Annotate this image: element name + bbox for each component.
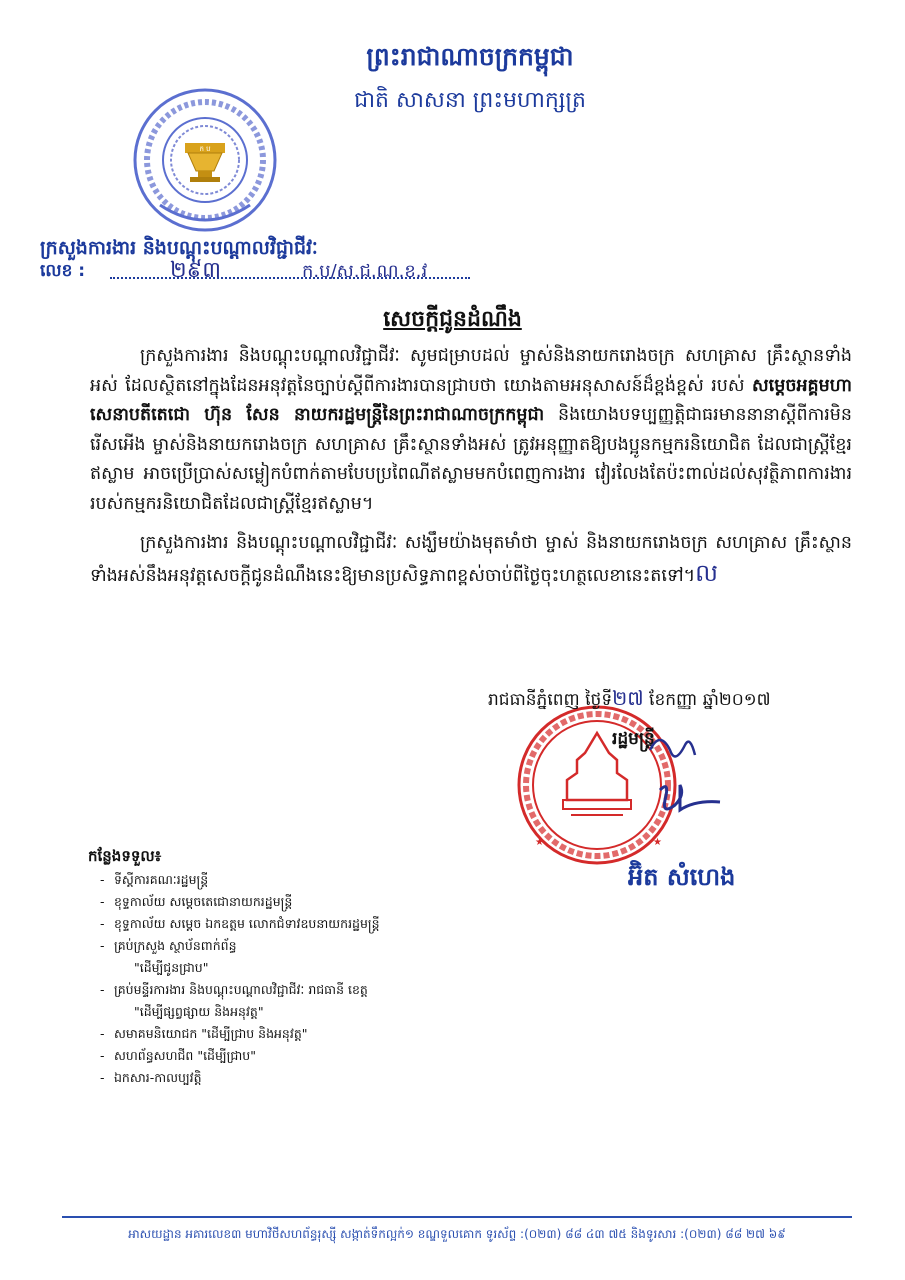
- notice-title: សេចក្តីជូនដំណឹង: [383, 307, 522, 332]
- initial-mark: ល: [695, 558, 719, 587]
- recipient-item-note: "ដើម្បីផ្សព្វផ្សាយ និងអនុវត្ត": [134, 1004, 264, 1019]
- recipient-item: - សហព័ន្ធសហជីព "ដើម្បីជ្រាប": [100, 1045, 380, 1067]
- handwritten-signature: [640, 720, 750, 830]
- ministry-logo: [130, 85, 280, 235]
- recipient-item: - សមាគមនិយោជក "ដើម្បីជ្រាប និងអនុវត្ត": [100, 1023, 380, 1045]
- signer-name: អ៊ិត សំហេង: [628, 863, 736, 891]
- recipients-title: កន្លែងទទួល៖: [88, 847, 162, 865]
- recipient-item: [100, 935, 380, 979]
- recipient-item: [100, 979, 380, 1023]
- dateline-day: ២៧: [612, 686, 644, 710]
- recipient-item: - ខុទ្ទកាល័យ សម្តេច ឯកឧត្តម លោកជំទាវឧបនាយករដ្ឋមន្ត្រី: [100, 913, 380, 935]
- reference-number: ២៩៣: [170, 258, 222, 283]
- motto-heading: ជាតិ សាសនា ព្រះមហាក្សត្រ: [354, 88, 586, 113]
- paragraph-2: [90, 529, 852, 591]
- footer-divider: [62, 1216, 852, 1218]
- ministry-name: ក្រសួងការងារ និងបណ្តុះបណ្តាលវិជ្ជាជីវៈ: [40, 237, 318, 259]
- reference-label: លេខ :: [40, 261, 86, 281]
- recipient-item-note: "ដើម្បីជូនជ្រាប": [134, 960, 209, 975]
- reference-code: ក.ប/ស.ជ.ណ.ខ.វ: [302, 261, 428, 282]
- svg-text:ក ប: ក ប: [199, 145, 211, 153]
- paragraph-2-text: ក្រសួងការងារ និងបណ្តុះបណ្តាលវិជ្ជាជីវៈ សង្ឃឹមយ៉ាងមុតមាំថា ម្ចាស់ និងនាយករោងចក្រ សហគ្រាស គ្រឹះស្ថានទាំងអស់នឹងអនុវត្តសេចក្តីជូនដំណឹងនេះឱ្យមានប្រសិទ្ធភាពខ្ពស់ចាប់ពីថ្ងៃចុះហត្ថលេខានេះតទៅ។: [90, 533, 852, 586]
- svg-text:★: ★: [535, 837, 544, 848]
- paragraph-1: [90, 342, 852, 519]
- recipient-item: - ខុទ្ទកាល័យ សម្តេចតេជោនាយករដ្ឋមន្ត្រី: [100, 891, 380, 913]
- footer-address: អាសយដ្ឋាន អគារលេខ៣ មហាវិថីសហព័ន្ធរុស្ស៊ី សង្កាត់ទឹកល្អក់១ ខណ្ឌទួលគោក ទូរស័ព្ទ :(០២៣) ៨៨ ៤៣ ៧៥ និងទូរសារ :(០២៣) ៨៨ ២៧ ៦៩: [128, 1227, 786, 1241]
- recipient-item-text: គ្រប់ក្រសួង ស្ថាប័នពាក់ព័ន្ធ: [114, 938, 237, 953]
- reference-line: [40, 260, 470, 286]
- notice-body: [90, 342, 852, 591]
- paragraph-1-end: និងយោងបទប្បញ្ញត្តិជាធរមាននានាស្តីពីការមិនរើសអើង ម្ចាស់និងនាយករោងចក្រ សហគ្រាស គ្រឹះស្ថានទាំងអស់ ត្រូវអនុញ្ញាតឱ្យបងប្អូនកម្មករនិយោជិត ដែលជាស្ត្រីខ្មែរឥស្លាម អាចប្រើប្រាស់សម្លៀកបំពាក់តាមបែបប្រពៃណីឥស្លាមមកបំពេញការងារ វៀរលែងតែប៉ះពាល់ដល់សុវត្ថិភាពការងាររបស់កម្មករនិយោជិតដែលជាស្ត្រីខ្មែរឥស្លាម។: [90, 405, 853, 514]
- paragraph-1-start: ក្រសួងការងារ និងបណ្តុះបណ្តាលវិជ្ជាជីវៈ សូមជម្រាបដល់ ម្ចាស់និងនាយករោងចក្រ សហគ្រាស គ្រឹះស្ថានទាំងអស់ ដែលស្ថិតនៅក្នុងដែនអនុវត្តនៃច្បាប់ស្តីពីការងារបានជ្រាបថា យោងតាមអនុសាសន៍ដ៏ខ្ពង់ខ្ពស់ របស់: [90, 346, 852, 396]
- svg-text:★: ★: [653, 837, 662, 848]
- dateline-suffix: ខែកញ្ញា ឆ្នាំ២០១៧: [643, 690, 771, 710]
- recipient-item: - ឯកសារ-កាលប្បវត្តិ: [100, 1067, 380, 1089]
- prime-minister-name: សម្តេចអគ្គមហាសេនាបតីតេជោ ហ៊ុន សែន នាយករដ្ឋមន្ត្រីនៃព្រះរាជាណាចក្រកម្ពុជា: [90, 375, 852, 425]
- minister-title: រដ្ឋមន្ត្រី: [612, 729, 655, 749]
- dateline: [488, 685, 771, 715]
- recipient-item-text: គ្រប់មន្ទីរការងារ និងបណ្តុះបណ្តាលវិជ្ជាជីវៈ រាជធានី ខេត្ត: [114, 982, 368, 997]
- recipient-item: - ទីស្តីការគណៈរដ្ឋមន្ត្រី: [100, 869, 380, 891]
- kingdom-heading: ព្រះរាជាណាចក្រកម្ពុជា: [366, 42, 574, 71]
- recipients-list: [100, 869, 380, 1089]
- dateline-prefix: រាជធានីភ្នំពេញ ថ្ងៃទី: [488, 690, 613, 710]
